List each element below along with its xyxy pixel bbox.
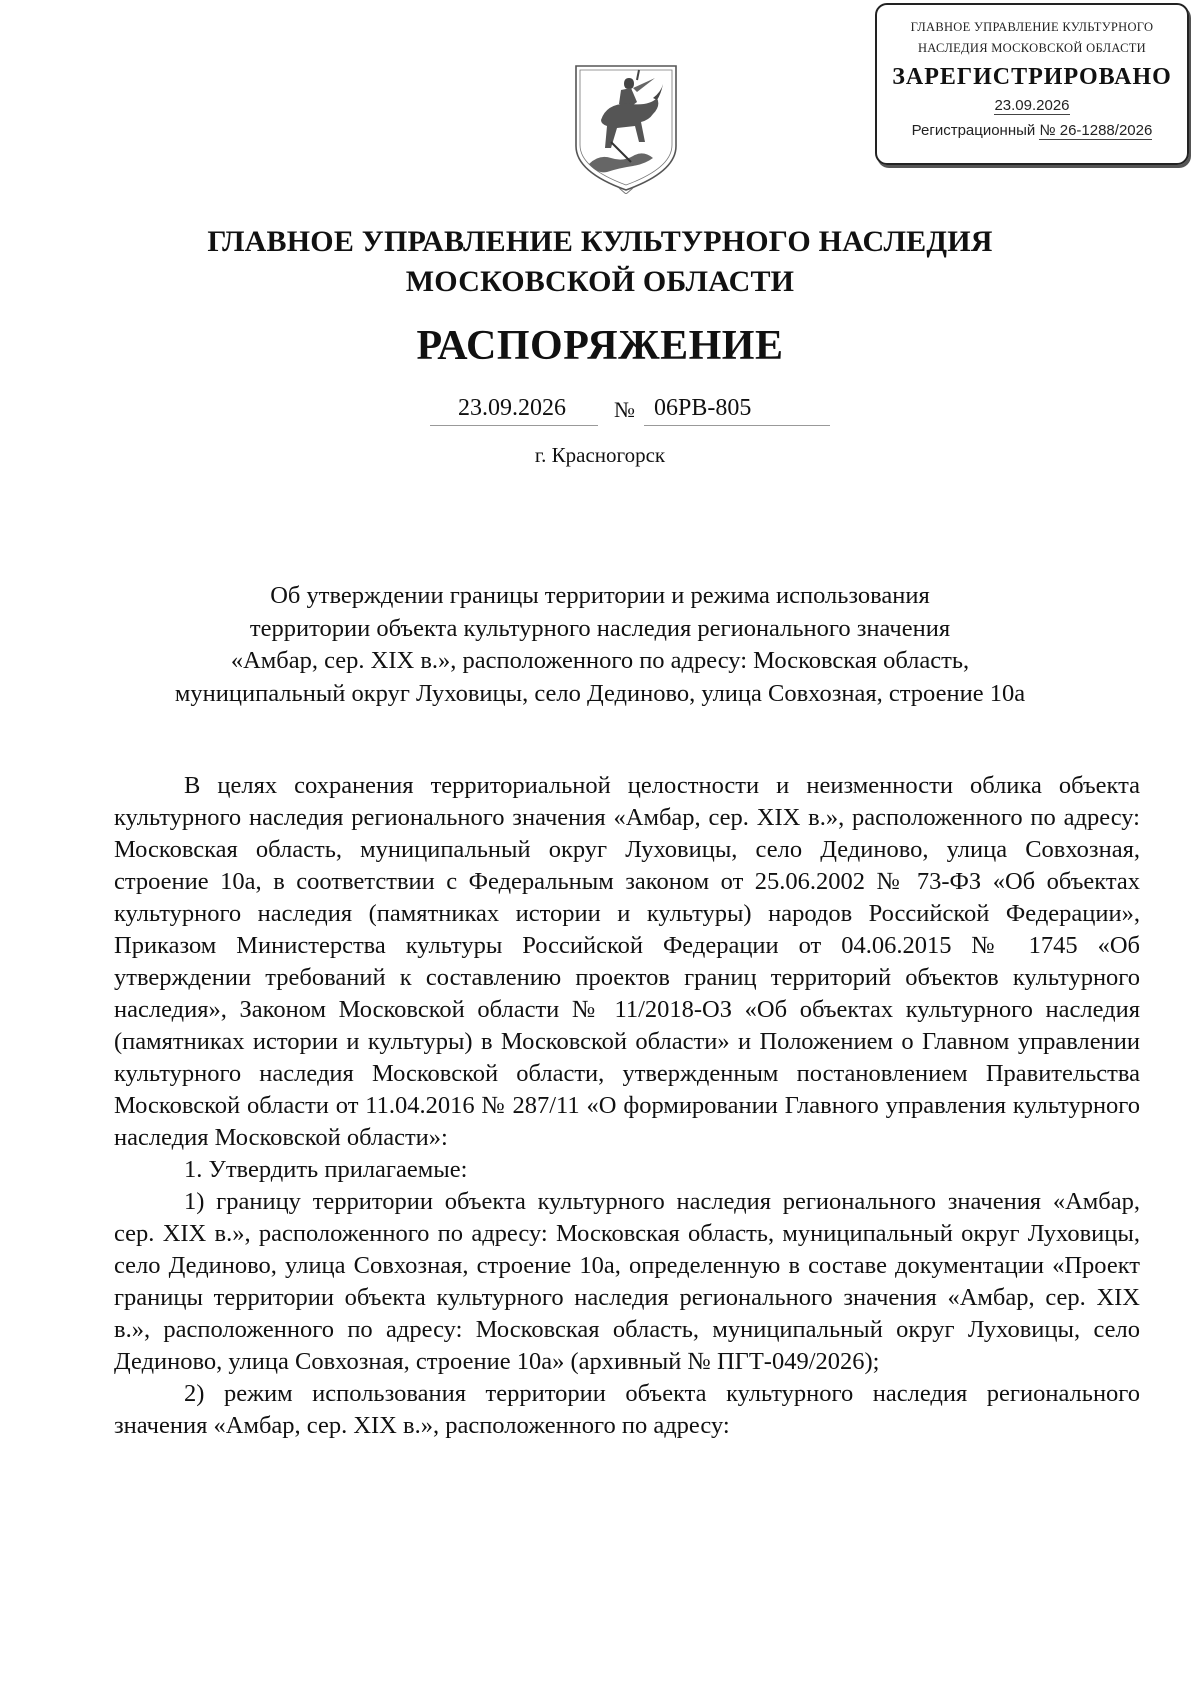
- subject-line3: «Амбар, сер. XIX в.», расположенного по адресу: Московская область,: [230, 647, 970, 674]
- document-number: 06РВ-805: [654, 395, 752, 421]
- stamp-date: [877, 97, 1187, 114]
- stamp-date-value: 23.09.2026: [994, 97, 1070, 114]
- document-subject: [60, 580, 1140, 710]
- document-type-title: РАСПОРЯЖЕНИЕ: [416, 323, 784, 369]
- subpoint-2: 2) режим использования территории объекта культурного наследия регионального значения «Амбар, сер. XIX в.», расположенного по адресу:: [114, 1380, 1140, 1439]
- number-sign: №: [614, 397, 635, 422]
- subject-line4: муниципальный округ Луховицы, село Дединово, улица Совхозная, строение 10а: [174, 679, 1026, 707]
- issuing-authority: [0, 222, 1200, 302]
- stamp-reg-number: № 26-1288/2026: [1039, 122, 1153, 139]
- registration-stamp: [875, 3, 1189, 165]
- number-underline: [644, 425, 830, 426]
- subject-line2: территории объекта культурного наследия регионального значения: [249, 614, 951, 642]
- subject-line1: Об утверждении границы территории и режима использования: [270, 582, 930, 609]
- document-city: г. Красногорск: [534, 443, 666, 467]
- stamp-reg-label: Регистрационный: [911, 122, 1036, 139]
- document-date-number: [430, 395, 830, 429]
- preamble-paragraph: В целях сохранения территориальной целостности и неизменности облика объекта культурного наследия регионального значения «Амбар, сер. XIX в.», расположенного по адресу: Московская область, муниципальный округ Луховицы, село Дединово, улица Совхозная, строение 10а, в соответствии с Федеральным законом от 25.06.2002 № 73-ФЗ «Об объектах культурного наследия (памятниках истории и культуры) народов Российской Федерации», Приказом Министерства культуры Российской Федерации от 04.06.2015 № 1745 «Об утверждении требований к составлению проектов границ территорий объектов культурного наследия», Законом Московской области № 11/2018-ОЗ «Об объектах культурного наследия (памятниках истории и культуры) в Московской области» и Положением о Главном управлении культурного наследия Московской области, утвержденным постановлением Правительства Московской области от 11.04.2016 № 287/11 «О формировании Главного управления культурного наследия Московской области»:: [114, 772, 1140, 1151]
- document-date: 23.09.2026: [458, 395, 566, 421]
- document-body: [114, 770, 1140, 1442]
- issuing-authority-line1: ГЛАВНОЕ УПРАВЛЕНИЕ КУЛЬТУРНОГО НАСЛЕДИЯ: [207, 225, 993, 258]
- date-underline: [430, 425, 598, 426]
- stamp-status: ЗАРЕГИСТРИРОВАНО: [892, 64, 1172, 90]
- stamp-org-line2: НАСЛЕДИЯ МОСКОВСКОЙ ОБЛАСТИ: [917, 41, 1147, 55]
- subpoint-1: 1) границу территории объекта культурного наследия регионального значения «Амбар, сер. XIX в.», расположенного по адресу: Московская область, муниципальный округ Луховицы, село Дединово, улица Совхозная, строение 10а, определенную в составе документации «Проект границы территории объекта культурного наследия регионального значения «Амбар, сер. XIX в.», расположенного по адресу: Московская область, муниципальный округ Луховицы, село Дединово, улица Совхозная, строение 10а» (архивный № ПГТ-049/2026);: [114, 1188, 1140, 1375]
- stamp-organization: [877, 17, 1187, 59]
- stamp-org-line1: ГЛАВНОЕ УПРАВЛЕНИЕ КУЛЬТУРНОГО: [910, 20, 1154, 34]
- coat-of-arms-icon: [571, 60, 681, 194]
- stamp-registration: [877, 122, 1187, 139]
- point-1: 1. Утвердить прилагаемые:: [184, 1156, 468, 1183]
- issuing-authority-line2: МОСКОВСКОЙ ОБЛАСТИ: [405, 265, 795, 298]
